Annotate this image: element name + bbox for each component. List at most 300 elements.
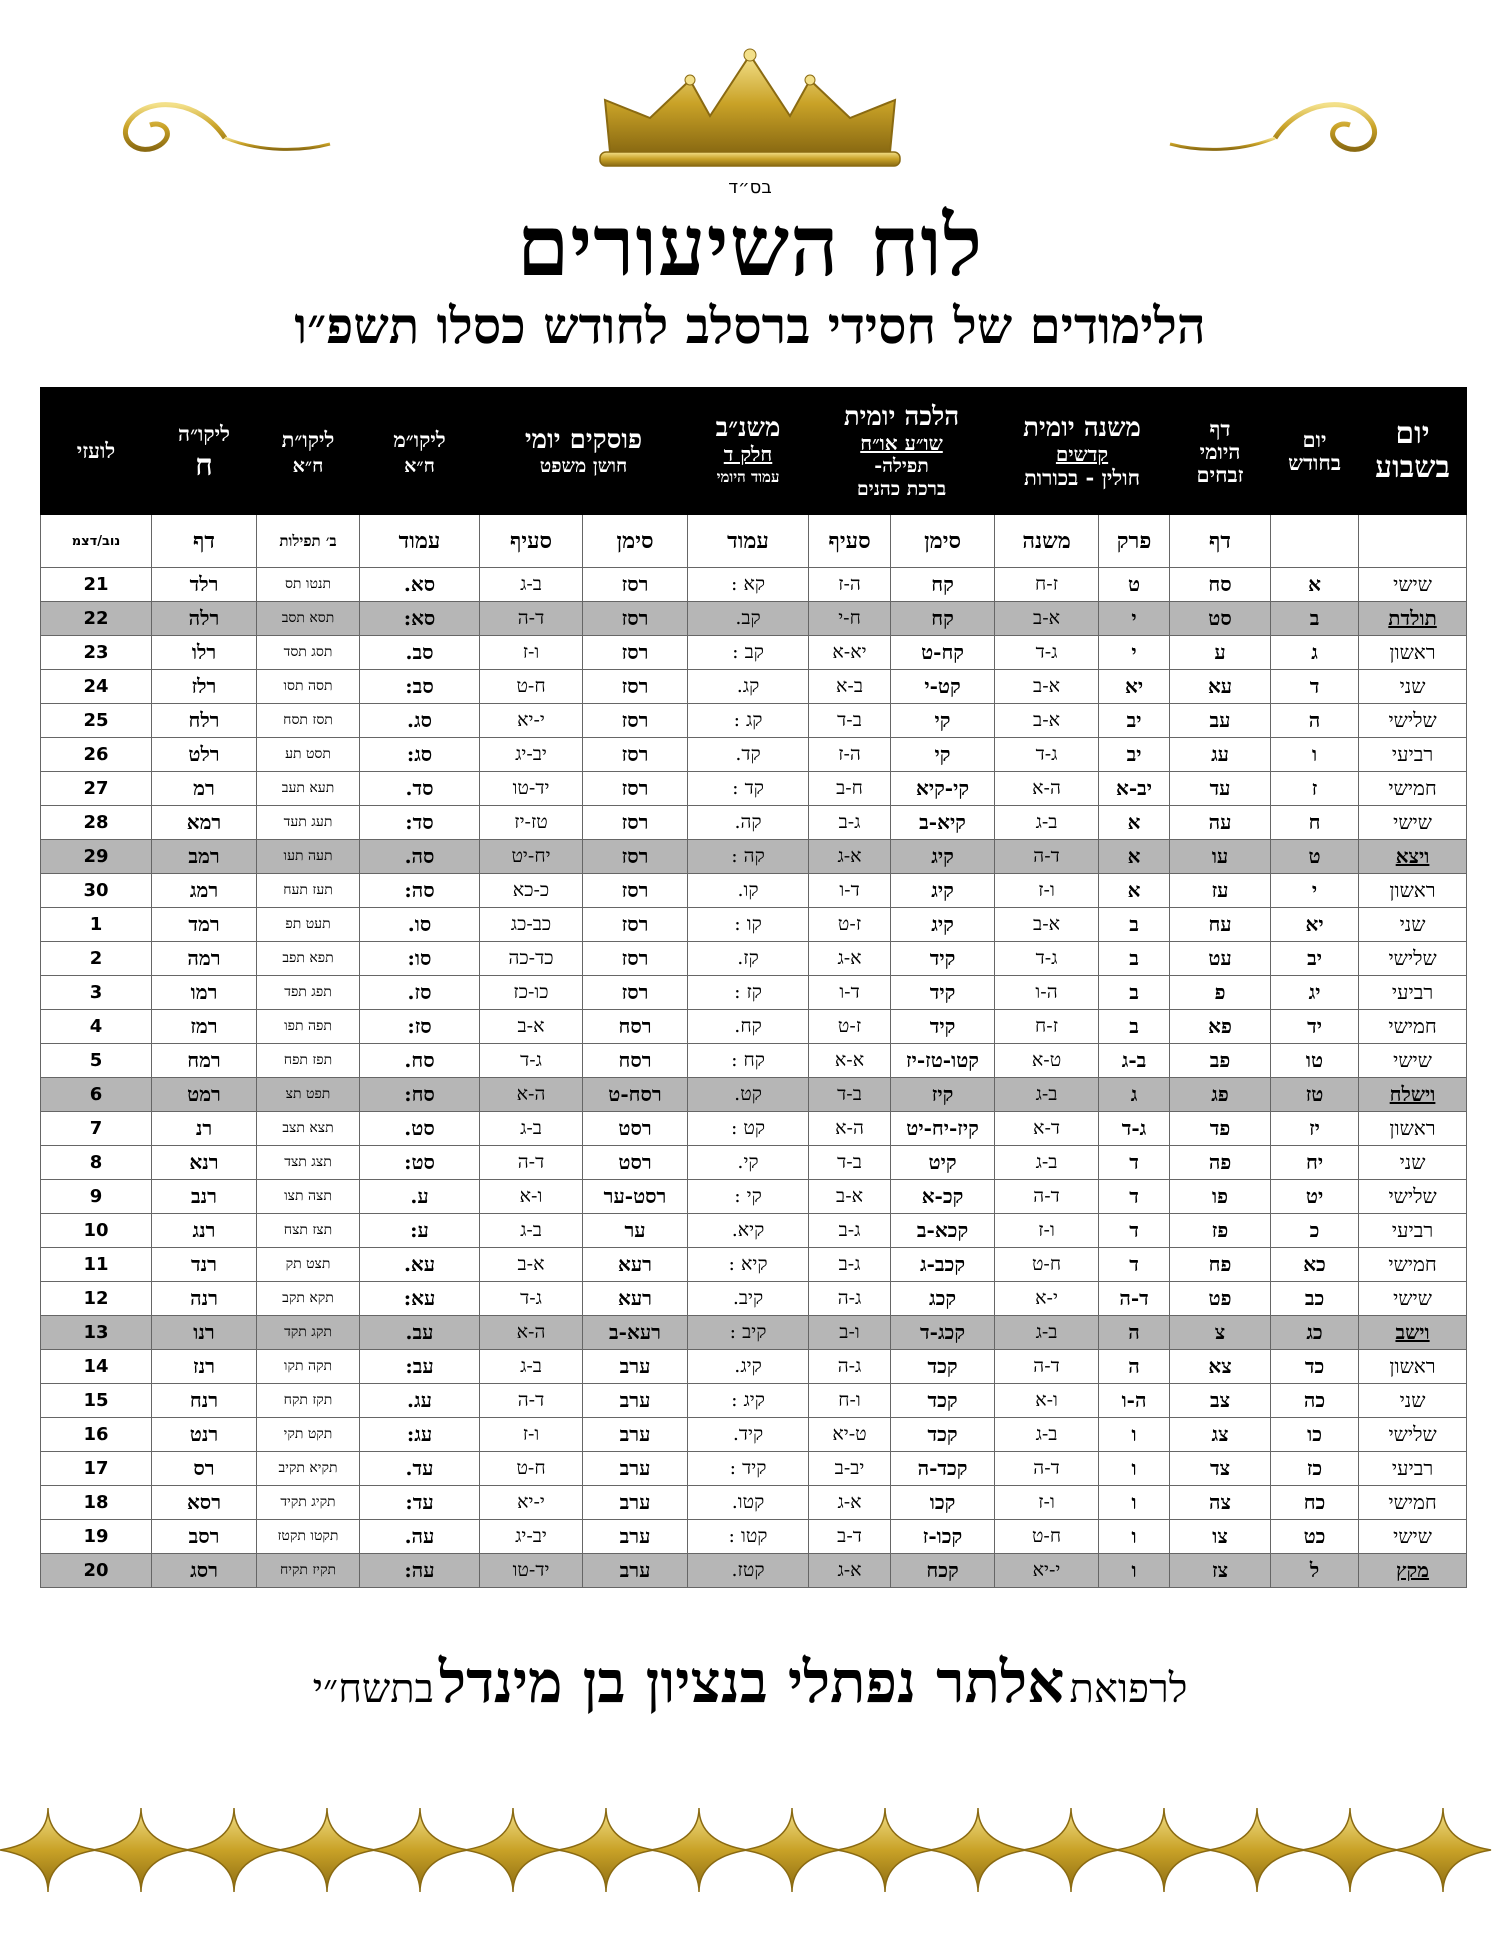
likutei-moharan-amud-cell: עג. — [360, 1384, 480, 1418]
likutei-moharan-amud-cell: סג. — [360, 704, 480, 738]
mishna-perek-cell: י — [1099, 602, 1170, 636]
likutei-tefilot-cell: תקיג תקיד — [257, 1486, 360, 1520]
gregorian-date-cell: 16 — [41, 1418, 152, 1452]
likutei-moharan-amud-cell: עא. — [360, 1248, 480, 1282]
gregorian-date-cell: 22 — [41, 602, 152, 636]
likutei-halachot-daf-cell: רמז — [152, 1010, 257, 1044]
likutei-halachot-daf-cell: רסב — [152, 1520, 257, 1554]
mishna-number-cell: י-יא — [995, 1554, 1099, 1588]
likutei-tefilot-cell: תעט תפ — [257, 908, 360, 942]
daf-yomi-cell: צז — [1170, 1554, 1271, 1588]
mishna-perek-cell: ב — [1099, 976, 1170, 1010]
likutei-tefilot-cell: תסג תסד — [257, 636, 360, 670]
table-row — [41, 602, 1467, 636]
day-of-month-cell: יד — [1271, 1010, 1359, 1044]
day-of-week-cell: רביעי — [1359, 1452, 1467, 1486]
piskei-seif-cell: יב-יג — [480, 738, 583, 772]
mishna-number-cell: א-ב — [995, 908, 1099, 942]
daf-yomi-cell: צד — [1170, 1452, 1271, 1486]
mishna-perek-cell: א — [1099, 806, 1170, 840]
gregorian-date-cell: 30 — [41, 874, 152, 908]
daf-yomi-cell: צה — [1170, 1486, 1271, 1520]
piskei-siman-cell: רסח-ט — [583, 1078, 688, 1112]
piskei-siman-cell: ערב — [583, 1554, 688, 1588]
daf-yomi-cell: עח — [1170, 908, 1271, 942]
header-mishna-yomit: משנה יומית קדשים חולין - בכורות — [995, 388, 1170, 515]
likutei-halachot-daf-cell: רנח — [152, 1384, 257, 1418]
mishna-number-cell: ג-ד — [995, 942, 1099, 976]
table-row — [41, 1316, 1467, 1350]
mishna-perek-cell: ב — [1099, 942, 1170, 976]
likutei-moharan-amud-cell: סד: — [360, 806, 480, 840]
likutei-tefilot-cell: תפז תפח — [257, 1044, 360, 1078]
daf-yomi-cell: צו — [1170, 1520, 1271, 1554]
mishna-number-cell: א-ב — [995, 704, 1099, 738]
halacha-siman-cell: קח-ט — [891, 636, 995, 670]
piskei-seif-cell: יח-יט — [480, 840, 583, 874]
likutei-halachot-daf-cell: רסא — [152, 1486, 257, 1520]
likutei-tefilot-cell: תעג תעד — [257, 806, 360, 840]
mishna-perek-cell: ב — [1099, 1010, 1170, 1044]
likutei-moharan-amud-cell: עד. — [360, 1452, 480, 1486]
mishna-perek-cell: ו — [1099, 1554, 1170, 1588]
daf-yomi-cell: פה — [1170, 1146, 1271, 1180]
likutei-halachot-daf-cell: רנ — [152, 1112, 257, 1146]
halacha-siman-cell: קיז — [891, 1078, 995, 1112]
day-of-month-cell: טו — [1271, 1044, 1359, 1078]
mishna-berura-amud-cell: קיד. — [688, 1418, 809, 1452]
halacha-seif-cell: ד-ב — [809, 1520, 891, 1554]
likutei-tefilot-cell: תצא תצב — [257, 1112, 360, 1146]
mishna-berura-amud-cell: קח : — [688, 1044, 809, 1078]
mishna-perek-cell: ג — [1099, 1078, 1170, 1112]
table-row — [41, 806, 1467, 840]
day-of-week-cell: חמישי — [1359, 1486, 1467, 1520]
halacha-seif-cell: ג-ב — [809, 806, 891, 840]
table-row — [41, 840, 1467, 874]
mishna-perek-cell: ד — [1099, 1214, 1170, 1248]
halacha-siman-cell: קח — [891, 602, 995, 636]
halacha-seif-cell: ג-ה — [809, 1350, 891, 1384]
halacha-seif-cell: א-ג — [809, 840, 891, 874]
piskei-siman-cell: רסז — [583, 738, 688, 772]
day-of-month-cell: א — [1271, 568, 1359, 602]
mishna-berura-amud-cell: קח. — [688, 1010, 809, 1044]
halacha-siman-cell: קכד — [891, 1350, 995, 1384]
mishna-number-cell: ב-ג — [995, 1146, 1099, 1180]
table-row — [41, 568, 1467, 602]
mishna-berura-amud-cell: קג. — [688, 670, 809, 704]
diamond-ornament-icon — [93, 1808, 189, 1892]
likutei-moharan-amud-cell: עב: — [360, 1350, 480, 1384]
mishna-berura-amud-cell: קטו : — [688, 1520, 809, 1554]
subheader-daf: דף — [1170, 515, 1271, 568]
daf-yomi-cell: עג — [1170, 738, 1271, 772]
table-row — [41, 1486, 1467, 1520]
likutei-tefilot-cell: תצט תק — [257, 1248, 360, 1282]
halacha-seif-cell: ח-ב — [809, 772, 891, 806]
day-of-month-cell: כח — [1271, 1486, 1359, 1520]
likutei-moharan-amud-cell: סט: — [360, 1146, 480, 1180]
page-title: לוח השיעורים — [516, 196, 984, 295]
mishna-number-cell: ב-ג — [995, 806, 1099, 840]
mishna-berura-amud-cell: קא : — [688, 568, 809, 602]
piskei-seif-cell: ח-ט — [480, 670, 583, 704]
mishna-perek-cell: ד — [1099, 1180, 1170, 1214]
day-of-month-cell: כז — [1271, 1452, 1359, 1486]
mishna-berura-amud-cell: קד. — [688, 738, 809, 772]
mishna-number-cell: ב-ג — [995, 1078, 1099, 1112]
day-of-week-cell: חמישי — [1359, 1248, 1467, 1282]
piskei-seif-cell: י-יא — [480, 1486, 583, 1520]
table-row — [41, 1282, 1467, 1316]
day-of-month-cell: ב — [1271, 602, 1359, 636]
gregorian-date-cell: 28 — [41, 806, 152, 840]
mishna-perek-cell: ו — [1099, 1520, 1170, 1554]
header-row-main — [41, 388, 1467, 515]
table-row — [41, 1214, 1467, 1248]
likutei-moharan-amud-cell: עא: — [360, 1282, 480, 1316]
mishna-berura-amud-cell: קז. — [688, 942, 809, 976]
halacha-siman-cell: קיד — [891, 1010, 995, 1044]
likutei-tefilot-cell: תעז תעח — [257, 874, 360, 908]
table-row — [41, 1350, 1467, 1384]
likutei-tefilot-cell: תצה תצו — [257, 1180, 360, 1214]
likutei-tefilot-cell: תקה תקו — [257, 1350, 360, 1384]
halacha-seif-cell: א-ג — [809, 1554, 891, 1588]
header-day-week: יום בשבוע — [1359, 388, 1467, 515]
likutei-moharan-amud-cell: עה: — [360, 1554, 480, 1588]
piskei-seif-cell: ו-א — [480, 1180, 583, 1214]
day-of-week-cell: וישב — [1359, 1316, 1467, 1350]
gregorian-date-cell: 7 — [41, 1112, 152, 1146]
piskei-siman-cell: רסז — [583, 806, 688, 840]
likutei-tefilot-cell: תסט תע — [257, 738, 360, 772]
mishna-berura-amud-cell: קו. — [688, 874, 809, 908]
daf-yomi-cell: פג — [1170, 1078, 1271, 1112]
piskei-seif-cell: ב-ג — [480, 1214, 583, 1248]
gregorian-date-cell: 21 — [41, 568, 152, 602]
day-of-week-cell: חמישי — [1359, 772, 1467, 806]
mishna-number-cell: ז-ח — [995, 1010, 1099, 1044]
crown-ornament — [0, 40, 1500, 180]
piskei-seif-cell: ח-ט — [480, 1452, 583, 1486]
diamond-ornament-icon — [1302, 1808, 1398, 1892]
mishna-number-cell: א-ב — [995, 670, 1099, 704]
likutei-halachot-daf-cell: רלח — [152, 704, 257, 738]
day-of-month-cell: טז — [1271, 1078, 1359, 1112]
daf-yomi-cell: עא — [1170, 670, 1271, 704]
subheader-perek: פרק — [1099, 515, 1170, 568]
halacha-seif-cell: ב-ד — [809, 1146, 891, 1180]
daf-yomi-cell: עד — [1170, 772, 1271, 806]
day-of-week-cell: רביעי — [1359, 738, 1467, 772]
daf-yomi-cell: סח — [1170, 568, 1271, 602]
halacha-siman-cell: קכח — [891, 1554, 995, 1588]
likutei-tefilot-cell: תקא תקב — [257, 1282, 360, 1316]
daf-yomi-cell: סט — [1170, 602, 1271, 636]
daf-yomi-cell: עו — [1170, 840, 1271, 874]
halacha-seif-cell: ד-ו — [809, 874, 891, 908]
day-of-week-cell: ראשון — [1359, 636, 1467, 670]
piskei-siman-cell: רסז — [583, 602, 688, 636]
likutei-moharan-amud-cell: סה. — [360, 840, 480, 874]
halacha-seif-cell: ב-ד — [809, 1078, 891, 1112]
mishna-perek-cell: ה-ו — [1099, 1384, 1170, 1418]
piskei-seif-cell: יד-טו — [480, 772, 583, 806]
mishna-perek-cell: ה — [1099, 1350, 1170, 1384]
header-halacha-yomit: הלכה יומית שו״ע או״ח תפילה- ברכת כהנים — [809, 388, 995, 515]
likutei-halachot-daf-cell: רנה — [152, 1282, 257, 1316]
day-of-week-cell: שני — [1359, 1146, 1467, 1180]
likutei-halachot-daf-cell: רמ — [152, 772, 257, 806]
gregorian-date-cell: 1 — [41, 908, 152, 942]
likutei-tefilot-cell: תנטו תס — [257, 568, 360, 602]
table-row — [41, 1452, 1467, 1486]
halacha-siman-cell: קיא-ב — [891, 806, 995, 840]
likutei-halachot-daf-cell: רנז — [152, 1350, 257, 1384]
mishna-perek-cell: ו — [1099, 1418, 1170, 1452]
likutei-tefilot-cell: תפט תצ — [257, 1078, 360, 1112]
dedication-name: אלתר נפתלי בנציון בן מינדל — [439, 1648, 1065, 1716]
table-row — [41, 636, 1467, 670]
halacha-seif-cell: ד-ו — [809, 976, 891, 1010]
day-of-week-cell: שישי — [1359, 806, 1467, 840]
piskei-seif-cell: ג-ד — [480, 1282, 583, 1316]
mishna-perek-cell: ב-ג — [1099, 1044, 1170, 1078]
piskei-siman-cell: רסז — [583, 976, 688, 1010]
gregorian-date-cell: 14 — [41, 1350, 152, 1384]
halacha-siman-cell: קיג — [891, 840, 995, 874]
table-row — [41, 1078, 1467, 1112]
subheader-gregorian: נוב/דצמ — [41, 515, 152, 568]
likutei-tefilot-cell: תקיז תקיח — [257, 1554, 360, 1588]
piskei-seif-cell: יב-יג — [480, 1520, 583, 1554]
likutei-halachot-daf-cell: רמג — [152, 874, 257, 908]
daf-yomi-cell: פב — [1170, 1044, 1271, 1078]
mishna-number-cell: ד-ה — [995, 1452, 1099, 1486]
piskei-seif-cell: כ-כא — [480, 874, 583, 908]
mishna-berura-amud-cell: קט. — [688, 1078, 809, 1112]
halacha-siman-cell: קכד-ה — [891, 1452, 995, 1486]
gregorian-date-cell: 26 — [41, 738, 152, 772]
piskei-seif-cell: ד-ה — [480, 1384, 583, 1418]
day-of-month-cell: ל — [1271, 1554, 1359, 1588]
subheader-siman: סימן — [891, 515, 995, 568]
day-of-month-cell: יט — [1271, 1180, 1359, 1214]
mishna-perek-cell: ו — [1099, 1486, 1170, 1520]
piskei-siman-cell: רסז — [583, 840, 688, 874]
day-of-week-cell: שלישי — [1359, 1180, 1467, 1214]
table-row — [41, 1180, 1467, 1214]
piskei-siman-cell: רסט-ער — [583, 1180, 688, 1214]
table-row — [41, 1112, 1467, 1146]
piskei-siman-cell: רסז — [583, 670, 688, 704]
mishna-berura-amud-cell: קטז. — [688, 1554, 809, 1588]
mishna-berura-amud-cell: קג : — [688, 704, 809, 738]
table-row — [41, 704, 1467, 738]
table-row — [41, 738, 1467, 772]
diamond-ornament-icon — [186, 1808, 282, 1892]
halacha-seif-cell: ה-א — [809, 1112, 891, 1146]
halacha-seif-cell: יב-ב — [809, 1452, 891, 1486]
likutei-halachot-daf-cell: רלז — [152, 670, 257, 704]
likutei-moharan-amud-cell: עה. — [360, 1520, 480, 1554]
mishna-number-cell: ו-ז — [995, 1214, 1099, 1248]
mishna-perek-cell: ג-ד — [1099, 1112, 1170, 1146]
piskei-seif-cell: כב-כג — [480, 908, 583, 942]
likutei-halachot-daf-cell: רסג — [152, 1554, 257, 1588]
piskei-seif-cell: י-יא — [480, 704, 583, 738]
piskei-siman-cell: ערב — [583, 1350, 688, 1384]
halacha-seif-cell: ה-ז — [809, 738, 891, 772]
day-of-month-cell: ז — [1271, 772, 1359, 806]
table-row — [41, 1248, 1467, 1282]
piskei-seif-cell: כו-כז — [480, 976, 583, 1010]
mishna-perek-cell: ד-ה — [1099, 1282, 1170, 1316]
piskei-seif-cell: טז-יז — [480, 806, 583, 840]
gregorian-date-cell: 5 — [41, 1044, 152, 1078]
mishna-number-cell: ב-ג — [995, 1418, 1099, 1452]
piskei-siman-cell: ערב — [583, 1452, 688, 1486]
daf-yomi-cell: פא — [1170, 1010, 1271, 1044]
day-of-month-cell: ד — [1271, 670, 1359, 704]
halacha-siman-cell: קח — [891, 568, 995, 602]
piskei-siman-cell: רסז — [583, 704, 688, 738]
piskei-seif-cell: ד-ה — [480, 1146, 583, 1180]
diamond-ornament-icon — [279, 1808, 375, 1892]
mishna-berura-amud-cell: קב. — [688, 602, 809, 636]
diamond-border-ornament — [0, 1800, 1500, 1900]
likutei-moharan-amud-cell: סז: — [360, 1010, 480, 1044]
daf-yomi-cell: פח — [1170, 1248, 1271, 1282]
diamond-ornament-icon — [372, 1808, 468, 1892]
halacha-siman-cell: קיד — [891, 976, 995, 1010]
piskei-siman-cell: רסז — [583, 772, 688, 806]
mishna-number-cell: ה-ו — [995, 976, 1099, 1010]
likutei-tefilot-cell: תקטו תקטז — [257, 1520, 360, 1554]
piskei-siman-cell: רעא-ב — [583, 1316, 688, 1350]
mishna-perek-cell: יב — [1099, 704, 1170, 738]
mishna-berura-amud-cell: קיב. — [688, 1282, 809, 1316]
mishna-perek-cell: ה — [1099, 1316, 1170, 1350]
mishna-berura-amud-cell: קיד : — [688, 1452, 809, 1486]
table-row — [41, 772, 1467, 806]
mishna-perek-cell: יא — [1099, 670, 1170, 704]
table-row — [41, 976, 1467, 1010]
day-of-week-cell: שישי — [1359, 568, 1467, 602]
halacha-seif-cell: ז-ט — [809, 908, 891, 942]
piskei-siman-cell: רסז — [583, 874, 688, 908]
mishna-berura-amud-cell: קיא. — [688, 1214, 809, 1248]
halacha-seif-cell: ג-ה — [809, 1282, 891, 1316]
day-of-month-cell: כה — [1271, 1384, 1359, 1418]
likutei-halachot-daf-cell: רמא — [152, 806, 257, 840]
day-of-week-cell: ויצא — [1359, 840, 1467, 874]
gregorian-date-cell: 3 — [41, 976, 152, 1010]
likutei-halachot-daf-cell: רנו — [152, 1316, 257, 1350]
gregorian-date-cell: 24 — [41, 670, 152, 704]
diamond-ornament-icon — [1395, 1808, 1491, 1892]
daf-yomi-cell: צב — [1170, 1384, 1271, 1418]
header-likutei-moharan: ליקו״מ ח״א — [360, 388, 480, 515]
piskei-seif-cell: ב-ג — [480, 1350, 583, 1384]
table-row — [41, 1520, 1467, 1554]
halacha-seif-cell: ט-יא — [809, 1418, 891, 1452]
day-of-week-cell: שלישי — [1359, 704, 1467, 738]
halacha-seif-cell: ב-ד — [809, 704, 891, 738]
subheader-empty — [1271, 515, 1359, 568]
subheader-amud: עמוד — [688, 515, 809, 568]
table-row — [41, 1010, 1467, 1044]
halacha-siman-cell: קכד — [891, 1418, 995, 1452]
dedication-suffix: בתשח״י — [312, 1666, 434, 1712]
day-of-week-cell: שני — [1359, 1384, 1467, 1418]
day-of-month-cell: יז — [1271, 1112, 1359, 1146]
piskei-siman-cell: רסז — [583, 636, 688, 670]
mishna-berura-amud-cell: קב : — [688, 636, 809, 670]
likutei-halachot-daf-cell: רלו — [152, 636, 257, 670]
day-of-week-cell: רביעי — [1359, 976, 1467, 1010]
mishna-number-cell: ו-ז — [995, 1486, 1099, 1520]
gregorian-date-cell: 12 — [41, 1282, 152, 1316]
mishna-berura-amud-cell: קה : — [688, 840, 809, 874]
halacha-siman-cell: קכא-ב — [891, 1214, 995, 1248]
diamond-ornament-icon — [1023, 1808, 1119, 1892]
daf-yomi-cell: עט — [1170, 942, 1271, 976]
halacha-seif-cell: יא-א — [809, 636, 891, 670]
likutei-halachot-daf-cell: רמט — [152, 1078, 257, 1112]
daf-yomi-cell: פז — [1170, 1214, 1271, 1248]
likutei-tefilot-cell: תסא תסב — [257, 602, 360, 636]
piskei-seif-cell: יד-טו — [480, 1554, 583, 1588]
likutei-moharan-amud-cell: סח: — [360, 1078, 480, 1112]
diamond-ornament-icon — [744, 1808, 840, 1892]
halacha-seif-cell: ז-ט — [809, 1010, 891, 1044]
likutei-halachot-daf-cell: רנד — [152, 1248, 257, 1282]
subheader-seif: סעיף — [480, 515, 583, 568]
halacha-seif-cell: ו-ב — [809, 1316, 891, 1350]
piskei-seif-cell: א-ב — [480, 1248, 583, 1282]
likutei-moharan-amud-cell: סא: — [360, 602, 480, 636]
subheader-tefilot: ב׳ תפילות — [257, 515, 360, 568]
day-of-month-cell: י — [1271, 874, 1359, 908]
piskei-seif-cell: א-ב — [480, 1010, 583, 1044]
subheader-amud: עמוד — [360, 515, 480, 568]
likutei-halachot-daf-cell: רנא — [152, 1146, 257, 1180]
day-of-month-cell: ג — [1271, 636, 1359, 670]
subheader-mishna: משנה — [995, 515, 1099, 568]
daf-yomi-cell: צא — [1170, 1350, 1271, 1384]
piskei-siman-cell: רעא — [583, 1248, 688, 1282]
halacha-siman-cell: קכד — [891, 1384, 995, 1418]
header-row-sub — [41, 515, 1467, 568]
halacha-siman-cell: קי — [891, 738, 995, 772]
day-of-month-cell: כא — [1271, 1248, 1359, 1282]
subheader-seif: סעיף — [809, 515, 891, 568]
gregorian-date-cell: 19 — [41, 1520, 152, 1554]
likutei-tefilot-cell: תפה תפו — [257, 1010, 360, 1044]
diamond-ornament-icon — [465, 1808, 561, 1892]
day-of-week-cell: שני — [1359, 670, 1467, 704]
daf-yomi-cell: פו — [1170, 1180, 1271, 1214]
schedule-table — [40, 387, 1467, 1588]
likutei-moharan-amud-cell: ע: — [360, 1214, 480, 1248]
mishna-number-cell: א-ב — [995, 602, 1099, 636]
daf-yomi-cell: פ — [1170, 976, 1271, 1010]
mishna-perek-cell: ט — [1099, 568, 1170, 602]
table-row — [41, 874, 1467, 908]
